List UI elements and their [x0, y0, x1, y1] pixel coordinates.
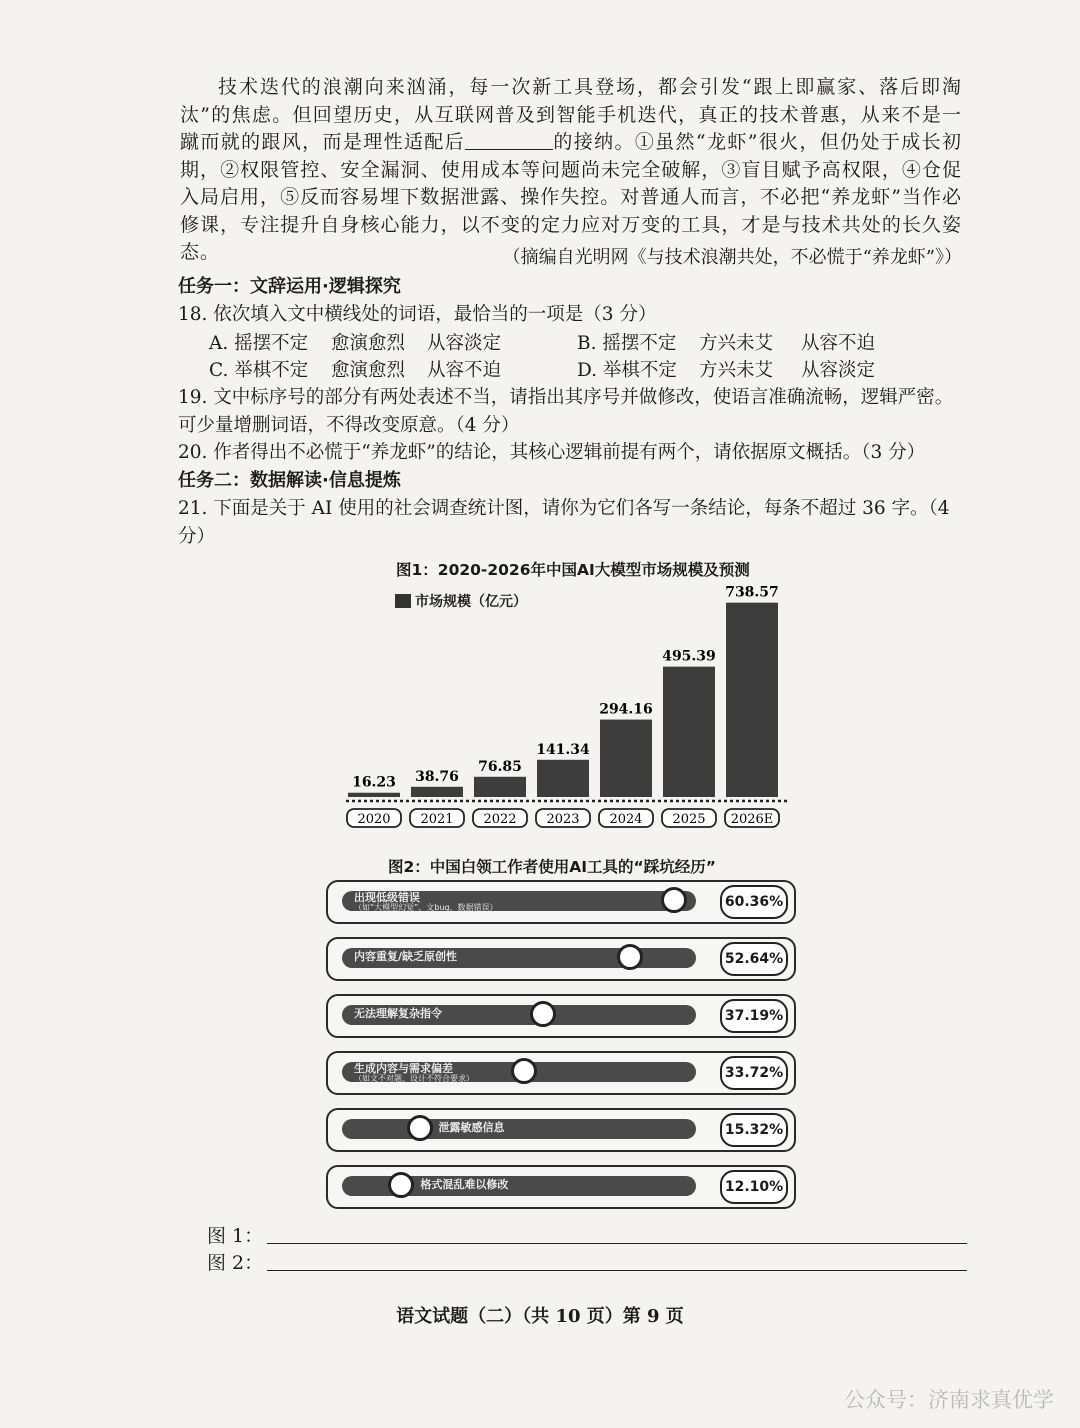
option-a: A. 摇摆不定 愈演愈烈 从容淡定 — [209, 333, 502, 354]
issue-track — [342, 948, 696, 968]
issue-label: 内容重复/缺乏原创性 — [354, 950, 458, 963]
option-c: C. 举棋不定 愈演愈烈 从容不迫 — [209, 360, 502, 381]
value-label: 16.23 — [352, 774, 396, 791]
tick-label: 2023 — [546, 812, 580, 827]
issue-label: 泄露敏感信息 — [438, 1121, 505, 1134]
bar-2021 — [411, 787, 463, 797]
passage-source: （摘编自光明网《与技术浪潮共处，不必慌于“养龙虾”》） — [502, 247, 962, 268]
question-19: 19. 文中标序号的部分有两处表述不当，请指出其序号并做修改，使语言准确流畅，逻辑严密。可少量增删词语，不得改变原意。（4 分） — [178, 387, 954, 436]
figure1-title: 图1：2020-2026年中国AI大模型市场规模及预测 — [396, 561, 750, 579]
question-18: 18. 依次填入文中横线处的词语，最恰当的一项是（3 分） — [178, 304, 657, 325]
bar-2022 — [474, 777, 526, 797]
answer-line-fig2: 图 2： — [207, 1248, 967, 1275]
passage-part2: 的接纳。①虽然“龙虾”很火，但仍处于成长初期，②权限管控、安全漏洞、使用成本等问题尚未完全破解，③盲目赋予高权限，④仓促入局启用，⑤反而容易埋下数据泄露、操作失控。对普通人而言，不必把“养龙虾”当作必修课，专注提升自身核心能力，以不变的定力应对万变的工具，才是与技术共处的长久姿态。 — [180, 131, 962, 263]
value-label: 141.34 — [536, 741, 590, 758]
tick-label: 2022 — [483, 812, 517, 827]
issue-percentage: 33.72% — [720, 1056, 788, 1090]
issue-row — [326, 1051, 796, 1095]
issue-row — [326, 994, 796, 1038]
knob-icon — [511, 1058, 537, 1084]
issue-track — [342, 891, 696, 911]
knob-icon — [388, 1172, 414, 1198]
figure1-legend: 市场规模（亿元） — [395, 591, 527, 611]
page-footer: 语文试题（二）（共 10 页）第 9 页 — [396, 1306, 684, 1327]
issue-percentage: 15.32% — [720, 1113, 788, 1147]
issue-percentage: 12.10% — [720, 1170, 788, 1204]
issue-label: 格式混乱难以修改 — [420, 1178, 509, 1191]
issue-label: 出现低级错误 （如“大模型幻觉”、文bug、数据错误） — [354, 891, 498, 912]
tick-label: 2025 — [672, 812, 706, 827]
tick-label: 2021 — [420, 812, 454, 827]
bar-2024 — [600, 720, 652, 797]
issue-row — [326, 937, 796, 981]
task-two-heading: 任务二：数据解读·信息提炼 — [178, 470, 401, 491]
issue-percentage: 37.19% — [720, 999, 788, 1033]
passage — [180, 74, 962, 267]
issue-row — [326, 1165, 796, 1209]
question-20: 20. 作者得出不必慌于“养龙虾”的结论，其核心逻辑前提有两个，请依据原文概括。（3 分） — [178, 442, 926, 463]
issue-track — [342, 1176, 696, 1196]
answer-line-fig1: 图 1： — [207, 1221, 967, 1248]
option-b: B. 摇摆不定 方兴未艾 从容不迫 — [577, 333, 876, 354]
task-one-heading: 任务一：文辞运用·逻辑探究 — [178, 276, 401, 297]
knob-icon — [617, 944, 643, 970]
value-label: 38.76 — [415, 768, 459, 785]
tick-label: 2020 — [357, 812, 391, 827]
value-label: 495.39 — [662, 648, 716, 665]
issue-row — [326, 880, 796, 924]
issue-percentage: 60.36% — [720, 885, 788, 919]
value-label: 294.16 — [599, 701, 653, 718]
issue-track — [342, 1062, 696, 1082]
issue-label: 无法理解复杂指令 — [354, 1007, 442, 1020]
bar-2023 — [537, 760, 589, 797]
issue-percentage: 52.64% — [720, 942, 788, 976]
knob-icon — [661, 887, 687, 913]
bar-2020 — [348, 793, 400, 797]
question-21: 21. 下面是关于 AI 使用的社会调查统计图，请你为它们各写一条结论，每条不超过 36 字。（4 分） — [178, 498, 950, 547]
issue-track — [342, 1005, 696, 1025]
value-label: 738.57 — [725, 584, 779, 601]
bar-2025 — [663, 667, 715, 797]
watermark: 公众号：济南求真优学 — [844, 1388, 1054, 1412]
bar-2026E — [726, 603, 778, 797]
passage-part1: 技术迭代的浪潮向来汹涌，每一次新工具登场，都会引发“跟上即赢家、落后即淘汰”的焦虑。但回望历史，从互联网普及到智能手机迭代，真正的技术普惠，从来不是一蹴而就的跟风，而是理性适配后 — [180, 76, 962, 153]
tick-label: 2024 — [609, 812, 643, 827]
fill-blank — [465, 131, 553, 150]
figure2-title: 图2：中国白领工作者使用AI工具的“踩坑经历” — [388, 858, 716, 876]
knob-icon — [530, 1001, 556, 1027]
issue-row — [326, 1108, 796, 1152]
knob-icon — [407, 1115, 433, 1141]
value-label: 76.85 — [478, 758, 522, 775]
figure1-chart — [340, 580, 800, 830]
answer-rule[interactable] — [267, 1227, 967, 1244]
answer-rule[interactable] — [267, 1254, 967, 1271]
option-d: D. 举棋不定 方兴未艾 从容淡定 — [577, 360, 876, 381]
tick-label: 2026E — [730, 812, 774, 827]
issue-label: 生成内容与需求偏差 （如文不对题、设计不符合要求） — [354, 1062, 474, 1083]
issue-track — [342, 1119, 696, 1139]
